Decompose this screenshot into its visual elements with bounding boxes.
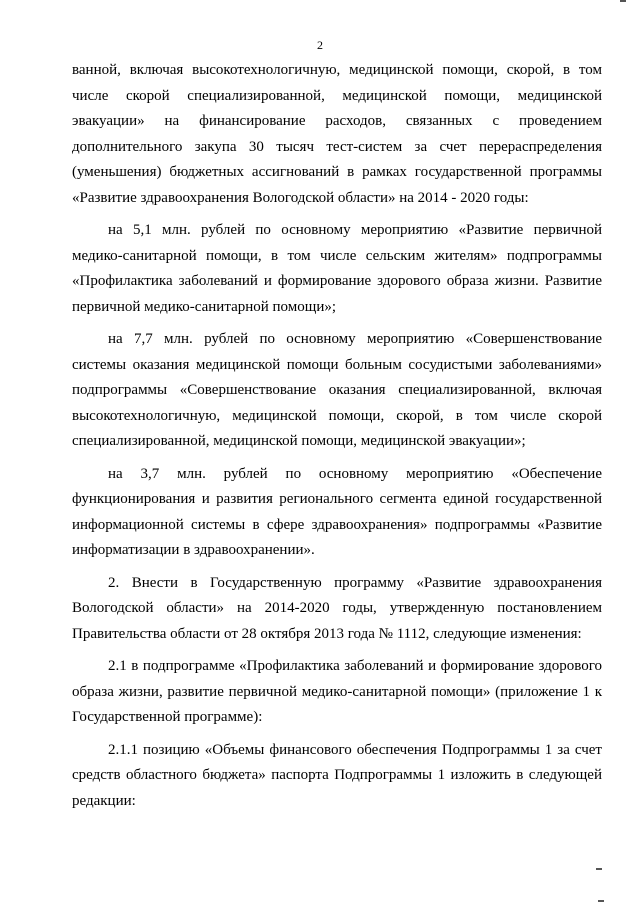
paragraph-item-5-1-mln: на 5,1 млн. рублей по основному мероприятию «Развитие первичной медико-санитарной помощи, в том числе сельским жителям» подпрограммы «Профилактика заболеваний и формирование здорового образа жизни. Развитие первичной медико-санитарной помощи»; xyxy=(72,222,602,315)
paragraph-clause-2: 2. Внести в Государственную программу «Развитие здравоохранения Вологодской области» на 2014-2020 годы, утвержденную постановлением Правительства области от 28 октября 2013 года № 1112, следующие изменения: xyxy=(72,574,602,642)
scan-mark-right xyxy=(596,868,602,870)
page-number: 2 xyxy=(317,38,323,52)
document-body xyxy=(72,58,602,814)
paragraph-item-3-7-mln: на 3,7 млн. рублей по основному мероприятию «Обеспечение функционирования и развития регионального сегмента единой государственной информационной системы в сфере здравоохранения» подпрограммы «Развитие информатизации в здравоохранении». xyxy=(72,465,602,558)
scan-mark-bottom xyxy=(598,900,604,902)
paragraph-continuation: ванной, включая высокотехнологичную, медицинской помощи, скорой, в том числе скорой специализированной, медицинской помощи, медицинской эвакуации» на финансирование расходов, связанных с проведением дополнительного закупа 30 тысяч тест-систем за счет перераспределения (уменьшения) бюджетных ассигнований в рамках государственной программы «Развитие здравоохранения Вологодской области» на 2014 - 2020 годы: xyxy=(72,62,602,206)
paragraph-clause-2-1: 2.1 в подпрограмме «Профилактика заболеваний и формирование здорового образа жизни, развитие первичной медико-санитарной помощи» (приложение 1 к Государственной программе): xyxy=(72,658,602,725)
scan-mark-top xyxy=(620,0,626,2)
paragraph-item-7-7-mln: на 7,7 млн. рублей по основному мероприятию «Совершенствование системы оказания медицинской помощи больным сосудистыми заболеваниями» подпрограммы «Совершенствование оказания специализированной, включая высокотехнологичную, медицинской помощи, скорой, в том числе скорой специализированной, медицинской помощи, медицинской эвакуации»; xyxy=(72,331,602,449)
paragraph-clause-2-1-1: 2.1.1 позицию «Объемы финансового обеспечения Подпрограммы 1 за счет средств областного бюджета» паспорта Подпрограммы 1 изложить в следующей редакции: xyxy=(72,741,602,809)
